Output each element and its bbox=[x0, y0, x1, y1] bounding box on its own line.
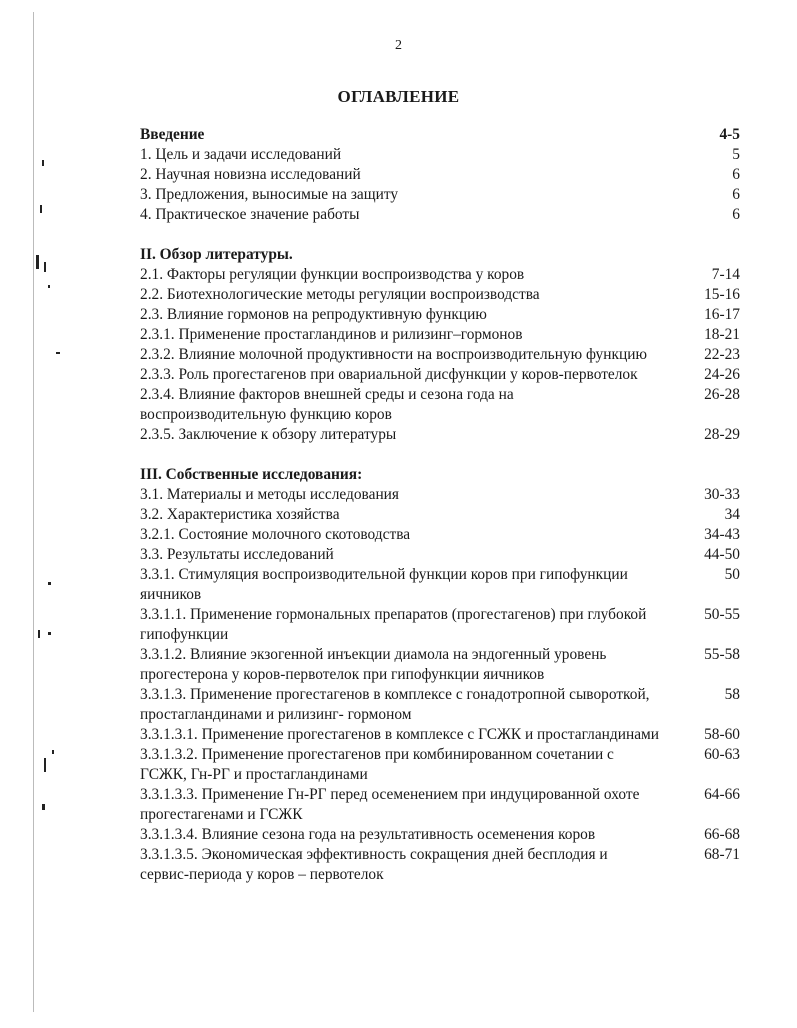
toc-entry bbox=[140, 305, 740, 325]
toc-entry bbox=[140, 685, 740, 725]
toc-entry-title: 3.3.1.3.2. Применение прогестагенов при комбинированном сочетании с ГСЖК, Гн-РГ и простагландинами bbox=[140, 746, 614, 783]
toc-entry bbox=[140, 505, 740, 525]
toc-entry bbox=[140, 285, 740, 305]
toc-entry-title: 3. Предложения, выносимые на защиту bbox=[140, 186, 399, 203]
toc-entry-pages: 66-68 bbox=[704, 826, 740, 843]
toc-entry-title: 4. Практическое значение работы bbox=[140, 206, 360, 223]
toc-entry bbox=[140, 745, 740, 785]
toc-entry-pages: 18-21 bbox=[704, 326, 740, 343]
toc-entry bbox=[140, 645, 740, 685]
toc-entry-pages: 55-58 bbox=[704, 646, 740, 663]
toc-heading-title: II. Обзор литературы. bbox=[140, 246, 293, 263]
toc-entry-title: 3.3.1.1. Применение гормональных препаратов (прогестагенов) при глубокой гипофункции bbox=[140, 606, 647, 643]
toc-entry-title: 2.3. Влияние гормонов на репродуктивную функцию bbox=[140, 306, 487, 323]
toc-entry bbox=[140, 785, 740, 825]
toc-entry-title: 2.3.2. Влияние молочной продуктивности на воспроизводительную функцию bbox=[140, 346, 647, 363]
toc-entry-pages: 60-63 bbox=[704, 746, 740, 763]
toc-entry-pages: 16-17 bbox=[704, 306, 740, 323]
toc-entry-pages: 26-28 bbox=[704, 386, 740, 403]
toc-entry-title: 3.3. Результаты исследований bbox=[140, 546, 334, 563]
toc-entry-pages: 58-60 bbox=[704, 726, 740, 743]
toc-entry bbox=[140, 145, 740, 165]
toc-section-heading bbox=[140, 465, 740, 485]
toc-entry-title: 3.3.1.3.4. Влияние сезона года на результативность осеменения коров bbox=[140, 826, 596, 843]
toc-entry-pages: 22-23 bbox=[704, 346, 740, 363]
toc-entry-pages: 50-55 bbox=[704, 606, 740, 623]
toc-heading-pages: 4-5 bbox=[719, 126, 740, 143]
toc-entry-title: 2.3.3. Роль прогестагенов при овариальной дисфункции у коров-первотелок bbox=[140, 366, 638, 383]
toc-entry-title: 3.2. Характеристика хозяйства bbox=[140, 506, 340, 523]
toc-entry-title: 2.3.5. Заключение к обзору литературы bbox=[140, 426, 397, 443]
toc-entry bbox=[140, 325, 740, 345]
toc-entry-pages: 6 bbox=[732, 186, 740, 203]
toc-entry-title: 3.3.1. Стимуляция воспроизводительной функции коров при гипофункции яичников bbox=[140, 566, 628, 603]
toc-section bbox=[140, 245, 740, 445]
toc-entry bbox=[140, 385, 740, 425]
toc-entry bbox=[140, 525, 740, 545]
toc-entry-pages: 50 bbox=[724, 566, 740, 583]
toc-entry-title: 3.2.1. Состояние молочного скотоводства bbox=[140, 526, 411, 543]
toc-entry-pages: 7-14 bbox=[711, 266, 740, 283]
toc-entry bbox=[140, 205, 740, 225]
toc-section bbox=[140, 125, 740, 225]
toc-entry-title: 1. Цель и задачи исследований bbox=[140, 146, 342, 163]
toc-entry bbox=[140, 265, 740, 285]
toc-entry-title: 3.3.1.3. Применение прогестагенов в комплексе с гонадотропной сывороткой, простагландинами и рилизинг- гормоном bbox=[140, 686, 650, 723]
toc-entry bbox=[140, 165, 740, 185]
toc-entry-pages: 44-50 bbox=[704, 546, 740, 563]
toc-entry-title: 3.3.1.3.1. Применение прогестагенов в комплексе с ГСЖК и простагландинами bbox=[140, 726, 660, 743]
toc-entry-pages: 68-71 bbox=[704, 846, 740, 863]
toc-entry bbox=[140, 545, 740, 565]
toc-heading-title: Введение bbox=[140, 126, 205, 143]
toc-entry-title: 3.1. Материалы и методы исследования bbox=[140, 486, 400, 503]
toc-entry-title: 2.2. Биотехнологические методы регуляции воспроизводства bbox=[140, 286, 540, 303]
toc-entry bbox=[140, 345, 740, 365]
toc-entry-title: 3.3.1.3.3. Применение Гн-РГ перед осеменением при индуцированной охоте прогестагенами и ГСЖК bbox=[140, 786, 640, 823]
table-of-contents bbox=[140, 125, 740, 905]
toc-entry-title: 3.3.1.3.5. Экономическая эффективность сокращения дней бесплодия и сервис-периода у коров – первотелок bbox=[140, 846, 608, 883]
toc-section bbox=[140, 465, 740, 885]
toc-entry-pages: 58 bbox=[724, 686, 740, 703]
toc-entry bbox=[140, 425, 740, 445]
toc-entry bbox=[140, 365, 740, 385]
toc-entry-title: 3.3.1.2. Влияние экзогенной инъекции диамола на эндогенный уровень прогестерона у коров-первотелок при гипофункции яичников bbox=[140, 646, 607, 683]
toc-entry-pages: 34-43 bbox=[704, 526, 740, 543]
toc-entry bbox=[140, 485, 740, 505]
toc-entry-title: 2. Научная новизна исследований bbox=[140, 166, 361, 183]
toc-entry bbox=[140, 725, 740, 745]
toc-entry bbox=[140, 565, 740, 605]
toc-entry-pages: 28-29 bbox=[704, 426, 740, 443]
toc-entry bbox=[140, 825, 740, 845]
toc-entry-pages: 15-16 bbox=[704, 286, 740, 303]
toc-entry-title: 2.3.1. Применение простагландинов и рилизинг–гормонов bbox=[140, 326, 523, 343]
toc-entry-pages: 5 bbox=[732, 146, 740, 163]
page-number: 2 bbox=[395, 38, 402, 53]
toc-entry-pages: 30-33 bbox=[704, 486, 740, 503]
toc-entry-title: 2.1. Факторы регуляции функции воспроизводства у коров bbox=[140, 266, 525, 283]
toc-entry bbox=[140, 845, 740, 885]
toc-section-heading bbox=[140, 125, 740, 145]
toc-section-heading bbox=[140, 245, 740, 265]
toc-entry bbox=[140, 605, 740, 645]
toc-heading-title: III. Собственные исследования: bbox=[140, 466, 363, 483]
toc-entry-pages: 64-66 bbox=[704, 786, 740, 803]
toc-entry-pages: 6 bbox=[732, 206, 740, 223]
page-title: ОГЛАВЛЕНИЕ bbox=[337, 87, 460, 106]
toc-entry-pages: 6 bbox=[732, 166, 740, 183]
toc-entry-pages: 24-26 bbox=[704, 366, 740, 383]
toc-entry bbox=[140, 185, 740, 205]
toc-entry-pages: 34 bbox=[724, 506, 740, 523]
toc-entry-title: 2.3.4. Влияние факторов внешней среды и сезона года на воспроизводительную функцию коров bbox=[140, 386, 514, 423]
scan-edge-line bbox=[33, 12, 34, 1012]
